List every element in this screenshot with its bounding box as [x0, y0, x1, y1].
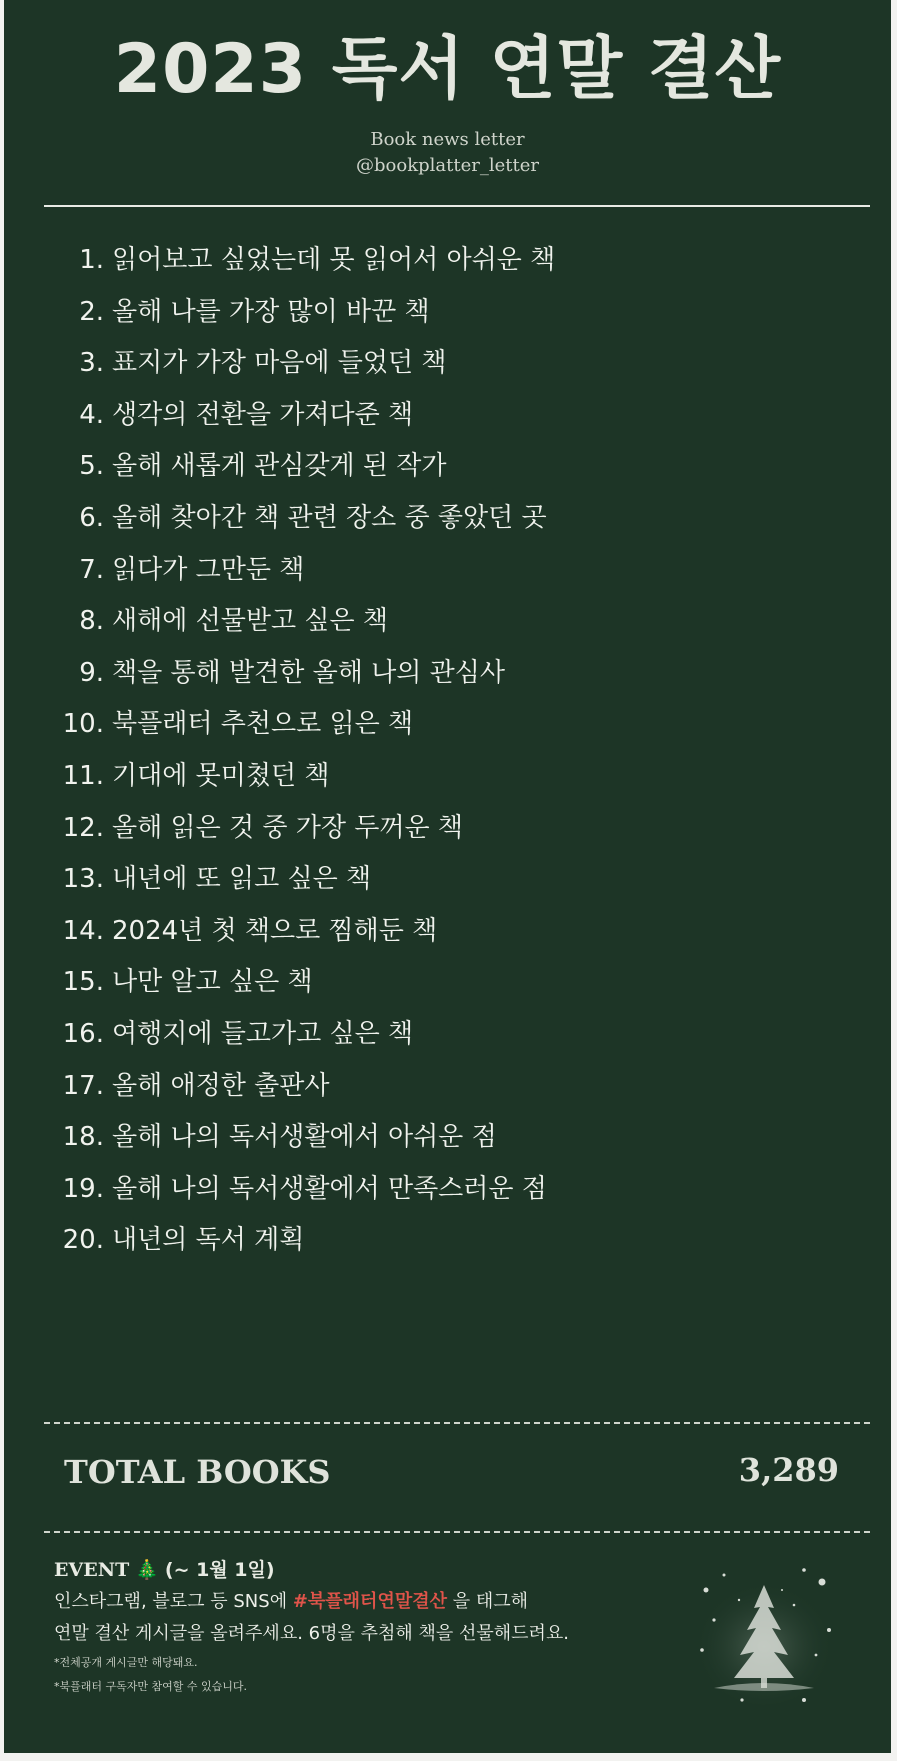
event-line-1 [54, 1589, 528, 1615]
total-books-value: 3,289 [738, 1451, 839, 1489]
list-item [4, 1117, 891, 1157]
list-item-text: 나만 알고 싶은 책 [112, 967, 313, 997]
list-item [4, 550, 891, 590]
list-item [4, 859, 891, 899]
list-item [4, 808, 891, 848]
list-item-number: 7. [79, 555, 104, 585]
event-line-1-pre: 인스타그램, 블로그 등 SNS에 [54, 1591, 293, 1612]
list-item-text: 읽다가 그만둔 책 [112, 555, 305, 585]
event-period: (~ 1월 1일) [164, 1559, 275, 1581]
list-item-number: 4. [79, 400, 104, 430]
list-item-text: 올해 새롭게 관심갖게 된 작가 [112, 451, 447, 481]
list-item [4, 653, 891, 693]
list-item-text: 내년의 독서 계획 [112, 1225, 305, 1255]
page-title: 2023 독서 연말 결산 [113, 30, 782, 109]
list-item-number: 19. [62, 1174, 104, 1204]
list-item [4, 446, 891, 486]
list-item [4, 240, 891, 280]
list-item [4, 292, 891, 332]
christmas-tree-icon: 🎄 [135, 1559, 159, 1581]
list-item [4, 1014, 891, 1054]
newsletter-handle: @bookplatter_letter [356, 155, 539, 176]
list-item-number: 2. [79, 297, 104, 327]
list-item-number: 12. [62, 813, 104, 843]
list-item-text: 올해 나의 독서생활에서 아쉬운 점 [112, 1122, 497, 1152]
list-item-number: 6. [79, 503, 104, 533]
newsletter-subtitle: Book news letter [370, 129, 525, 150]
list-item-number: 15. [62, 967, 104, 997]
list-item-number: 10. [62, 709, 104, 739]
total-books-label: TOTAL BOOKS [64, 1453, 331, 1491]
list-item [4, 1169, 891, 1209]
list-item-text: 올해 찾아간 책 관련 장소 중 좋았던 곳 [112, 503, 547, 533]
list-item-text: 북플래터 추천으로 읽은 책 [112, 709, 414, 739]
list-item-number: 9. [79, 658, 104, 688]
list-item-text: 새해에 선물받고 싶은 책 [112, 606, 388, 636]
list-item-text: 읽어보고 싶었는데 못 읽어서 아쉬운 책 [112, 245, 556, 275]
list-item [4, 395, 891, 435]
list-item-number: 1. [79, 245, 104, 275]
list-item-number: 14. [62, 916, 104, 946]
list-item-text: 내년에 또 읽고 싶은 책 [112, 864, 372, 894]
header-divider [44, 205, 870, 207]
dashed-divider-top [44, 1422, 870, 1424]
list-item-text: 여행지에 들고가고 싶은 책 [112, 1019, 414, 1049]
list-item-text: 올해 읽은 것 중 가장 두꺼운 책 [112, 813, 463, 843]
list-item-text: 2024년 첫 책으로 찜해둔 책 [112, 916, 438, 946]
list-item-number: 16. [62, 1019, 104, 1049]
list-item-text: 올해 나를 가장 많이 바꾼 책 [112, 297, 430, 327]
event-line-1-post: 을 태그해 [447, 1591, 528, 1612]
list-item-number: 3. [79, 348, 104, 378]
list-item-number: 5. [79, 451, 104, 481]
list-item-number: 18. [62, 1122, 104, 1152]
list-item [4, 601, 891, 641]
event-hashtag: #북플래터연말결산 [292, 1591, 447, 1612]
list-item [4, 1220, 891, 1260]
list-item [4, 1066, 891, 1106]
snowy-tree-illustration [684, 1560, 844, 1710]
list-item [4, 911, 891, 951]
list-item-text: 생각의 전환을 가져다준 책 [112, 400, 414, 430]
event-label: EVENT [54, 1559, 130, 1581]
event-heading [54, 1557, 275, 1583]
year-end-card [4, 0, 891, 1753]
list-item-text: 책을 통해 발견한 올해 나의 관심사 [112, 658, 505, 688]
event-line-2: 연말 결산 게시글을 올려주세요. 6명을 추첨해 책을 선물해드려요. [54, 1623, 570, 1644]
list-item [4, 756, 891, 796]
list-item [4, 962, 891, 1002]
list-item-text: 올해 애정한 출판사 [112, 1071, 330, 1101]
event-note-subscribers: *북플래터 구독자만 참여할 수 있습니다. [54, 1680, 247, 1693]
list-item-number: 13. [62, 864, 104, 894]
list-item-number: 8. [79, 606, 104, 636]
list-item [4, 343, 891, 383]
list-item-text: 올해 나의 독서생활에서 만족스러운 점 [112, 1174, 547, 1204]
list-item-number: 11. [62, 761, 104, 791]
list-item-text: 기대에 못미쳤던 책 [112, 761, 330, 791]
list-item-number: 20. [62, 1225, 104, 1255]
dashed-divider-bottom [44, 1531, 870, 1533]
list-item [4, 498, 891, 538]
event-note-public: *전체공개 게시글만 해당돼요. [54, 1656, 198, 1669]
list-item-text: 표지가 가장 마음에 들었던 책 [112, 348, 447, 378]
list-item [4, 704, 891, 744]
list-item-number: 17. [62, 1071, 104, 1101]
